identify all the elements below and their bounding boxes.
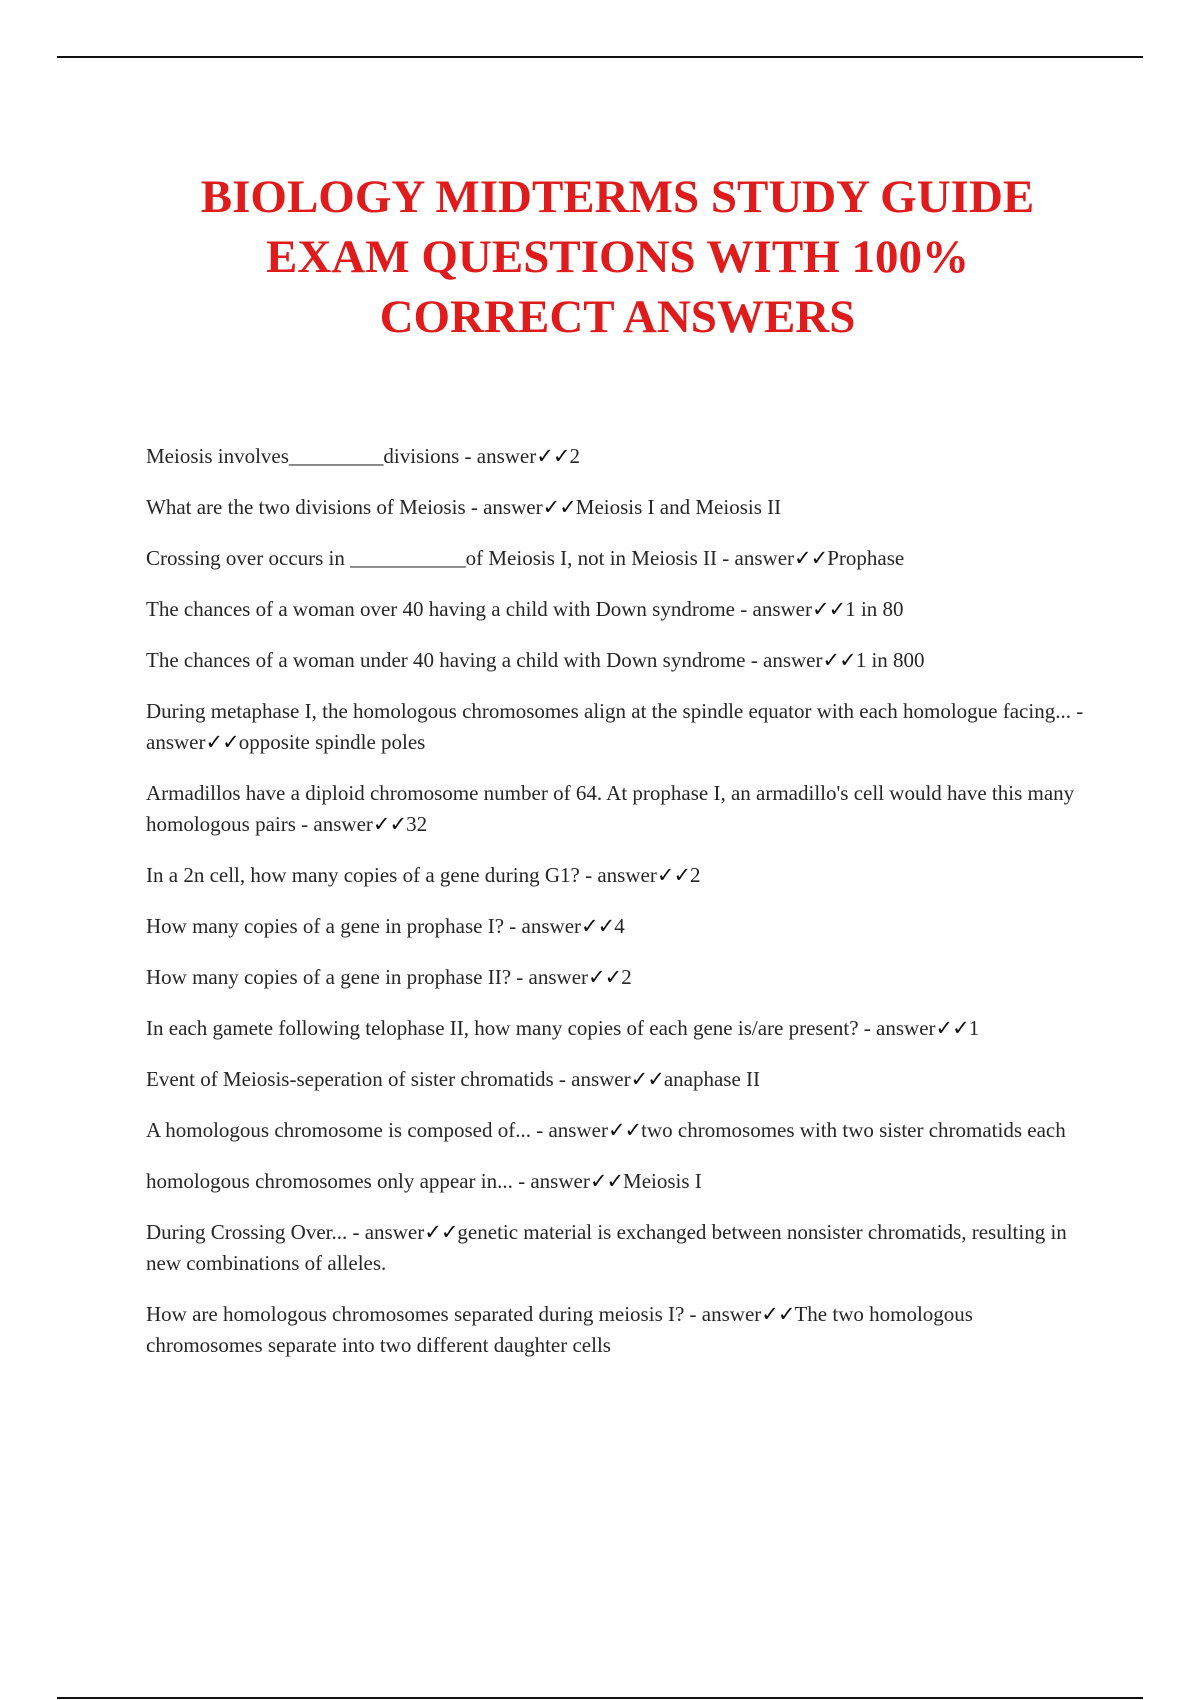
qa-item: [146, 441, 1086, 472]
double-check-icon: ✓✓: [656, 863, 691, 887]
question-text: Meiosis involves_________divisions - answer: [146, 444, 537, 468]
question-text: Event of Meiosis-seperation of sister chromatids - answer: [146, 1067, 631, 1091]
question-text: The chances of a woman over 40 having a child with Down syndrome - answer: [146, 597, 812, 621]
title-line: BIOLOGY MIDTERMS STUDY GUIDE: [200, 171, 1035, 223]
answer-text: 1 in 800: [855, 648, 925, 672]
double-check-icon: ✓✓: [372, 812, 407, 836]
qa-item: [146, 543, 1086, 574]
double-check-icon: ✓✓: [811, 597, 846, 621]
double-check-icon: ✓✓: [536, 444, 570, 468]
answer-text: 2: [690, 863, 701, 887]
qa-list: [146, 441, 1086, 1381]
double-check-icon: ✓✓: [822, 648, 856, 672]
question-text: How many copies of a gene in prophase I? - answer: [146, 914, 582, 938]
double-check-icon: ✓✓: [935, 1016, 969, 1040]
double-check-icon: ✓✓: [794, 546, 828, 570]
question-text: homologous chromosomes only appear in... - answer: [146, 1169, 590, 1193]
double-check-icon: ✓✓: [542, 495, 576, 519]
question-text: How are homologous chromosomes separated during meiosis I? - answer: [146, 1302, 762, 1326]
double-check-icon: ✓✓: [630, 1067, 664, 1091]
question-text: During metaphase I, the homologous chromosomes align at the spindle equator with each homologue facing... - answer: [146, 699, 1084, 754]
answer-text: The two homologous chromosomes separate into two different daughter cells: [146, 1302, 973, 1357]
qa-item: [146, 1115, 1086, 1146]
title-line: EXAM QUESTIONS WITH 100%: [266, 231, 969, 283]
qa-item: [146, 696, 1086, 758]
double-check-icon: ✓✓: [581, 914, 615, 938]
question-text: How many copies of a gene in prophase II? - answer: [146, 965, 589, 989]
qa-item: [146, 860, 1086, 891]
qa-item: [146, 1064, 1086, 1095]
double-check-icon: ✓✓: [607, 1118, 642, 1142]
qa-item: [146, 645, 1086, 676]
answer-text: 1 in 80: [845, 597, 904, 621]
double-check-icon: ✓✓: [205, 730, 239, 754]
qa-item: [146, 492, 1086, 523]
top-rule: [57, 56, 1143, 58]
qa-item: [146, 962, 1086, 993]
qa-item: [146, 911, 1086, 942]
qa-item: [146, 1013, 1086, 1044]
document-title: [0, 167, 1200, 347]
question-text: A homologous chromosome is composed of... - answer: [146, 1118, 608, 1142]
answer-text: 2: [621, 965, 632, 989]
qa-item: [146, 1299, 1086, 1361]
answer-text: Prophase: [827, 546, 905, 570]
answer-text: 2: [569, 444, 580, 468]
qa-item: [146, 594, 1086, 625]
double-check-icon: ✓✓: [589, 1169, 624, 1193]
double-check-icon: ✓✓: [588, 965, 622, 989]
question-text: The chances of a woman under 40 having a child with Down syndrome - answer: [146, 648, 823, 672]
bottom-rule: [57, 1697, 1143, 1699]
answer-text: 32: [406, 812, 428, 836]
question-text: In each gamete following telophase II, how many copies of each gene is/are present? - answer: [146, 1016, 936, 1040]
answer-text: opposite spindle poles: [238, 730, 426, 754]
qa-item: [146, 1166, 1086, 1197]
question-text: What are the two divisions of Meiosis - answer: [146, 495, 543, 519]
answer-text: 4: [614, 914, 625, 938]
qa-item: [146, 1217, 1086, 1279]
answer-text: Meiosis I and Meiosis II: [575, 495, 782, 519]
answer-text: 1: [968, 1016, 980, 1040]
question-text: Crossing over occurs in ___________of Meiosis I, not in Meiosis II - answer: [146, 546, 795, 570]
question-text: During Crossing Over... - answer: [146, 1220, 425, 1244]
double-check-icon: ✓✓: [761, 1302, 795, 1326]
question-text: Armadillos have a diploid chromosome number of 64. At prophase I, an armadillo's cell would have this many homologous pairs - answer: [146, 781, 1075, 836]
answer-text: anaphase II: [663, 1067, 761, 1091]
answer-text: genetic material is exchanged between nonsister chromatids, resulting in new combinations of alleles.: [146, 1220, 1067, 1275]
double-check-icon: ✓✓: [424, 1220, 458, 1244]
qa-item: [146, 778, 1086, 840]
question-text: In a 2n cell, how many copies of a gene during G1? - answer: [146, 863, 657, 887]
answer-text: two chromosomes with two sister chromatids each: [641, 1118, 1066, 1142]
answer-text: Meiosis I: [623, 1169, 702, 1193]
title-line: CORRECT ANSWERS: [379, 291, 856, 343]
